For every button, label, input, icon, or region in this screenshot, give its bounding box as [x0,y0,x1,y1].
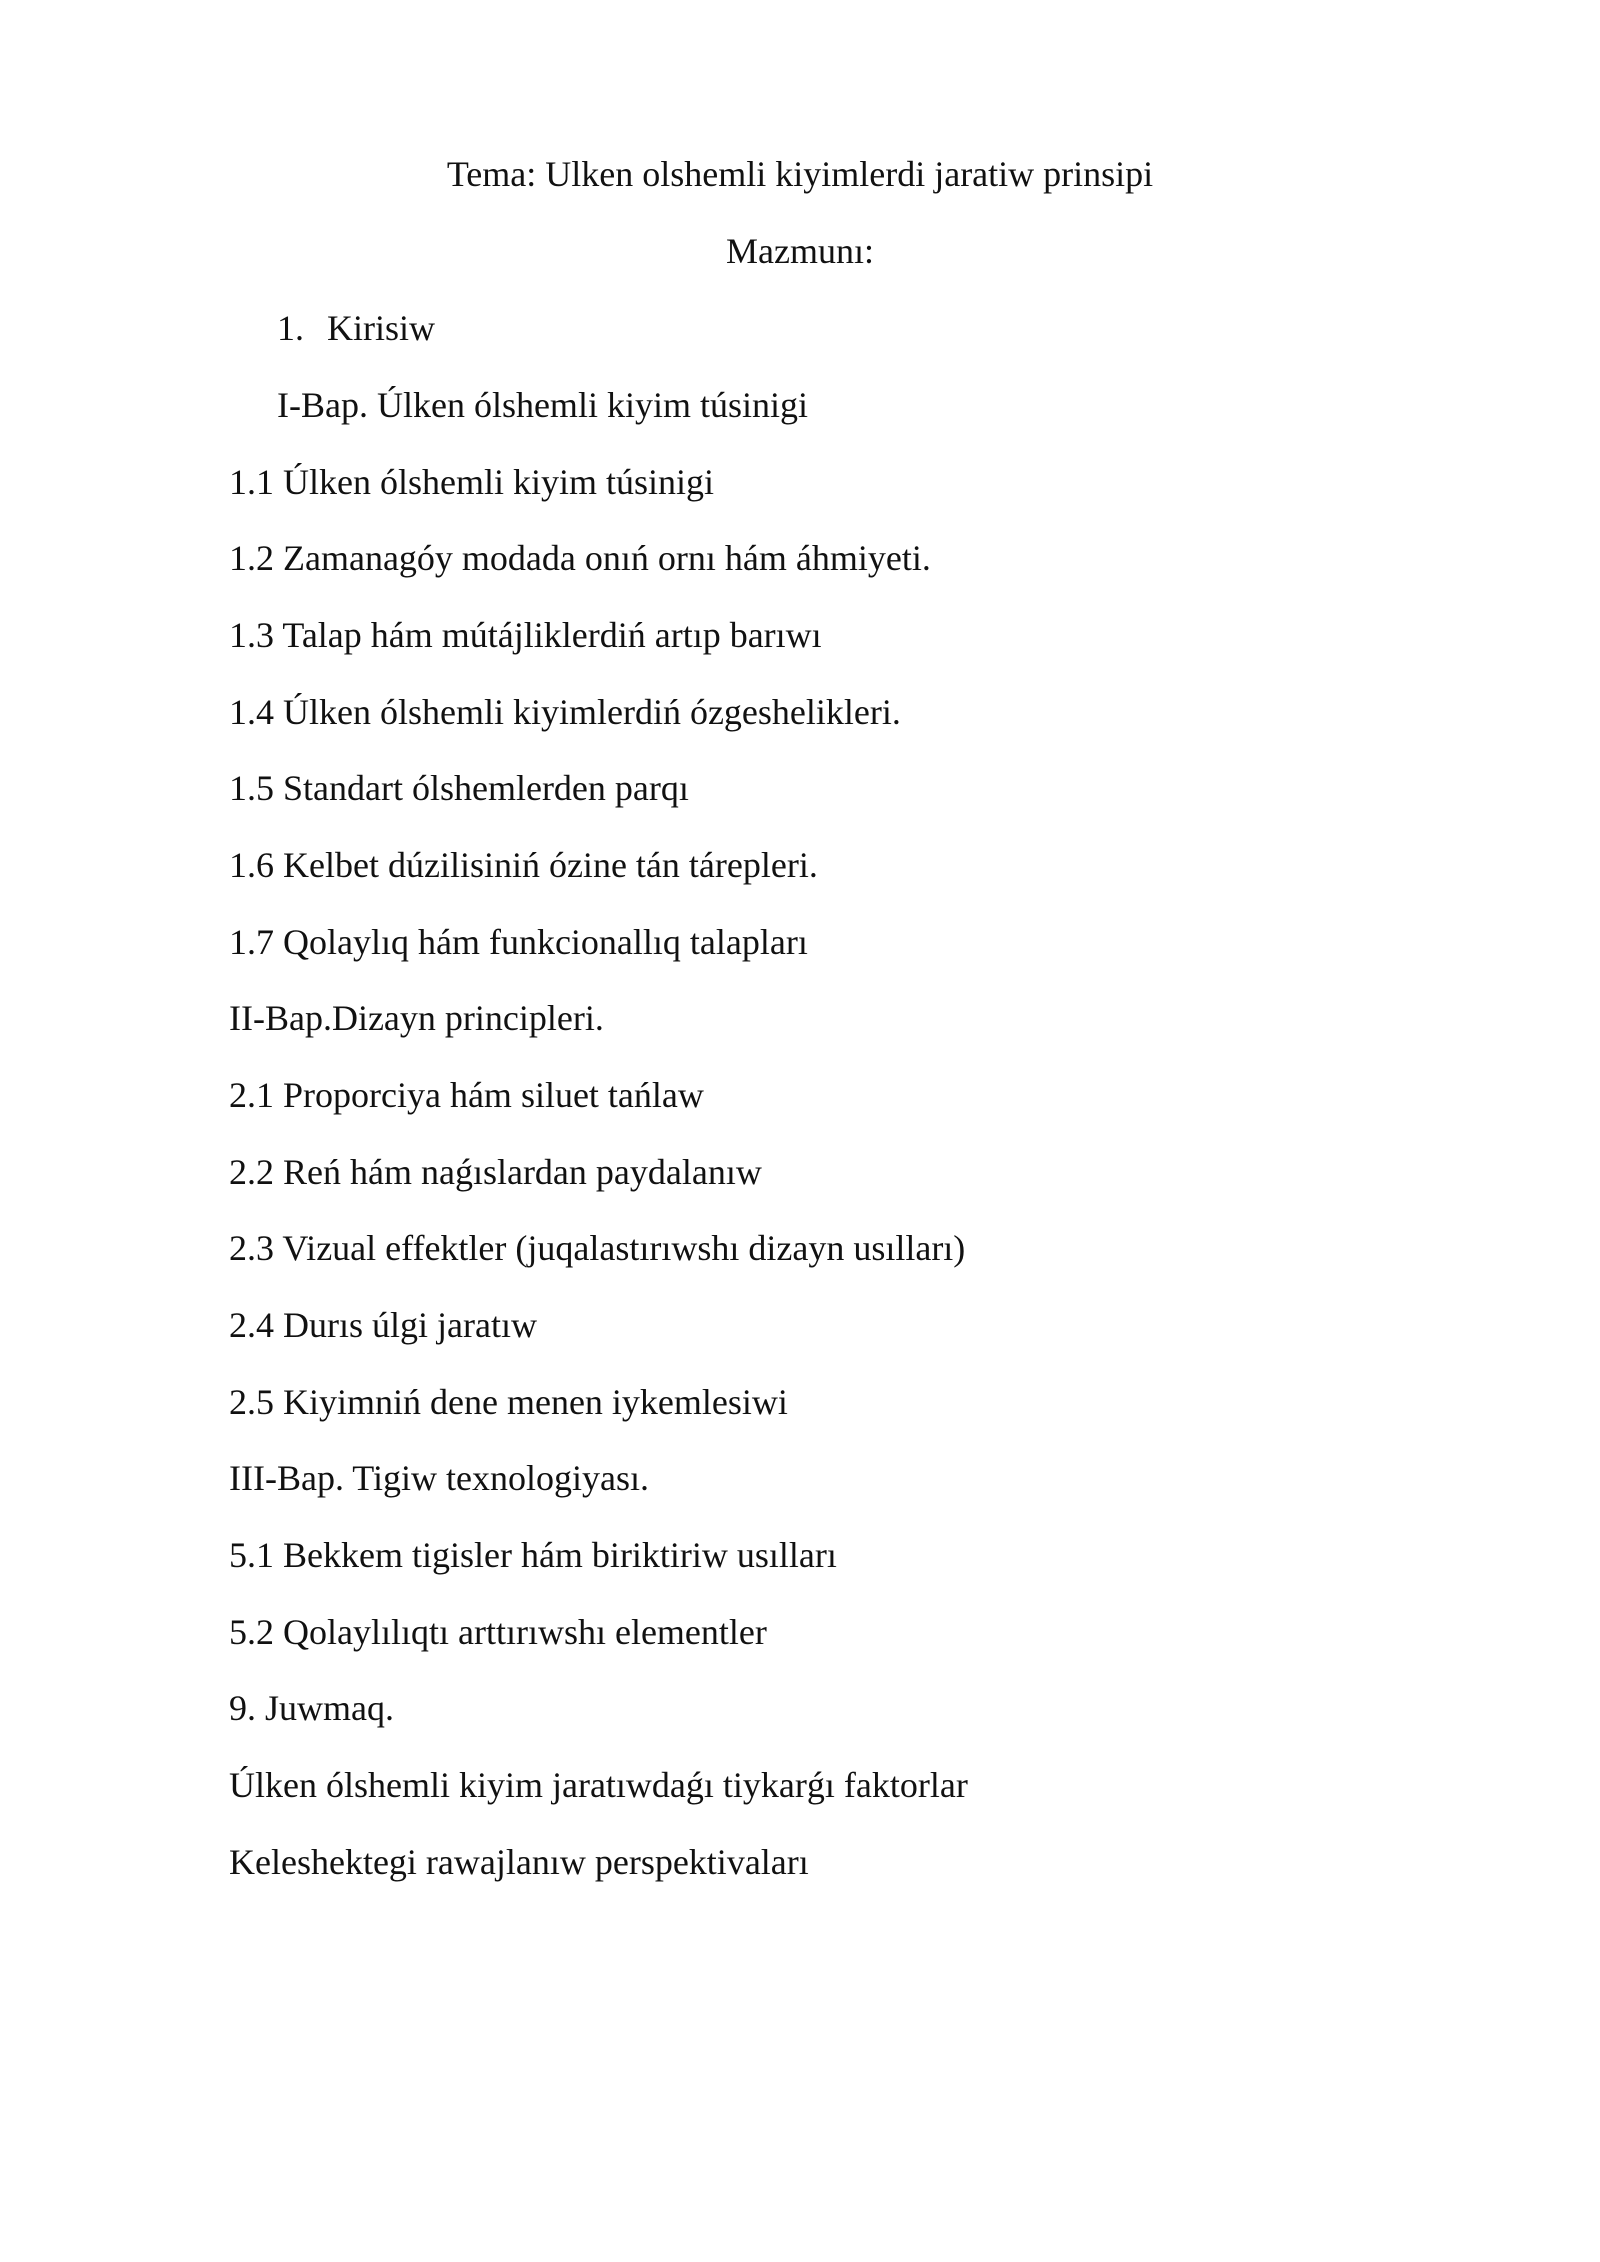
toc-item: 5.1 Bekkem tigisler hám biriktiriw usılları [229,1535,837,1575]
toc-item: 1.6 Kelbet dúzilisiniń ózine tán tárepleri. [229,845,818,885]
toc-item: 5.2 Qolaylılıqtı arttırıwshı elementler [229,1612,767,1652]
toc-item: 2.5 Kiyimniń dene menen iykemlesiwi [229,1382,788,1422]
toc-item: 1.7 Qolaylıq hám funkcionallıq talapları [229,922,808,962]
toc-intro [277,306,435,350]
toc-chapter-3: III-Bap. Tigiw texnologiyası. [229,1458,649,1498]
toc-chapter-1: I-Bap. Úlken ólshemli kiyim túsinigi [277,385,808,425]
toc-conclusion: 9. Juwmaq. [229,1688,394,1728]
toc-item: 1.4 Úlken ólshemli kiyimlerdiń ózgeshelikleri. [229,692,901,732]
toc-item: 2.3 Vizual effektler (juqalastırıwshı dizayn usılları) [229,1228,966,1268]
toc-item: 1.5 Standart ólshemlerden parqı [229,768,689,808]
contents-heading: Mazmunı: [726,231,874,271]
toc-chapter-2: II-Bap.Dizayn principleri. [229,998,604,1038]
toc-item: 2.1 Proporciya hám siluet tańlaw [229,1075,704,1115]
toc-item: 2.4 Durıs úlgi jaratıw [229,1305,537,1345]
toc-item: Keleshektegi rawajlanıw perspektivaları [229,1842,809,1882]
toc-item: 1.1 Úlken ólshemli kiyim túsinigi [229,462,714,502]
toc-item: 1.3 Talap hám mútájliklerdiń artıp barıwı [229,615,822,655]
toc-intro-text: Kirisiw [327,308,435,348]
document-title: Tema: Ulken olshemli kiyimlerdi jaratiw prinsipi [446,154,1154,194]
toc-intro-number: 1. [277,308,304,348]
toc-item: 2.2 Reń hám naǵıslardan paydalanıw [229,1152,762,1192]
toc-item: 1.2 Zamanagóy modada onıń ornı hám áhmiyeti. [229,538,931,578]
toc-item: Úlken ólshemli kiyim jaratıwdaǵı tiykarǵı faktorlar [229,1765,968,1805]
